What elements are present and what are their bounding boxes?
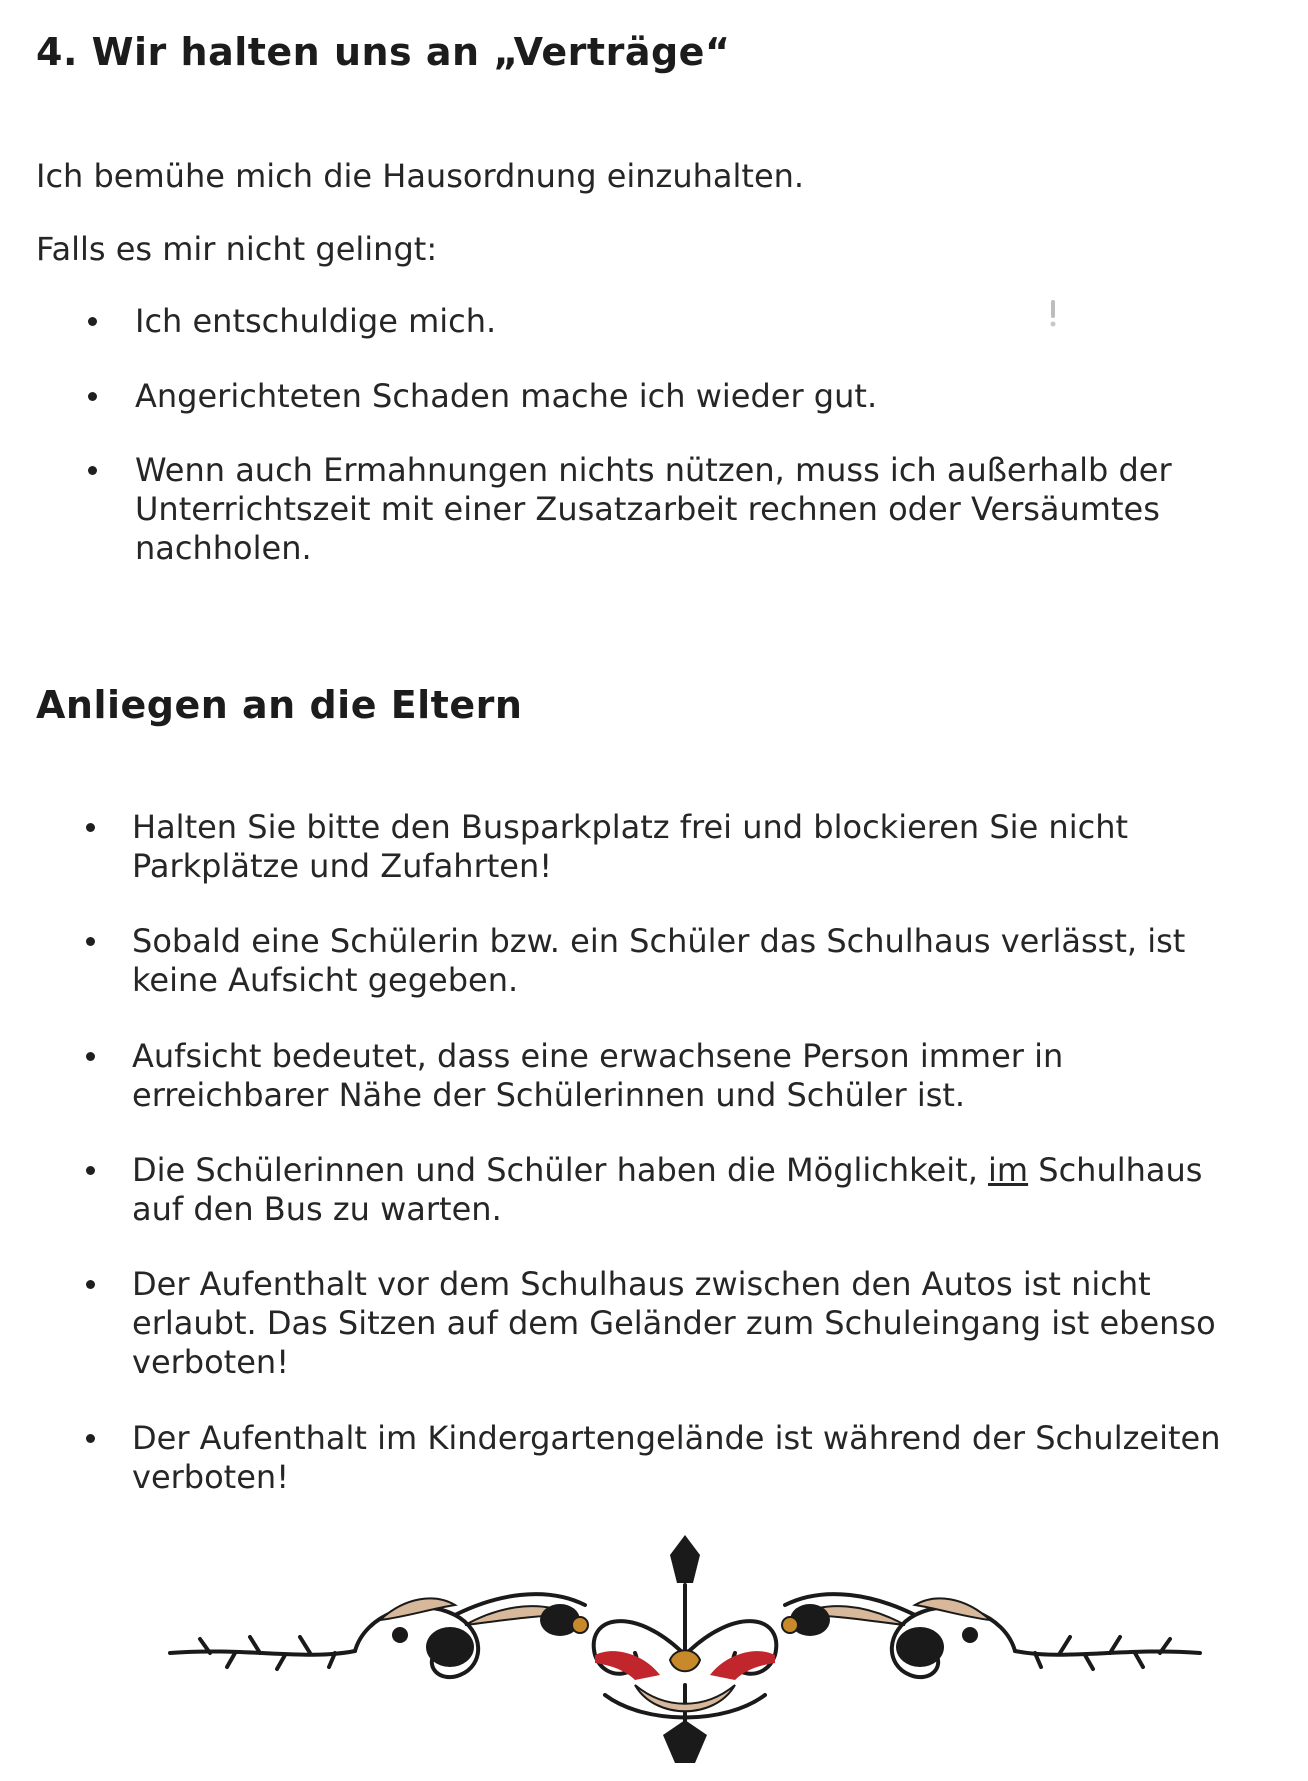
list-item — [132, 922, 1185, 1000]
bullet-icon — [86, 1052, 95, 1061]
list-item — [132, 1419, 1220, 1497]
list-item-text: auf den Bus zu warten. — [132, 1190, 502, 1228]
list-item — [132, 1265, 1216, 1382]
intro-text: Ich bemühe mich die Hausordnung einzuhalten. — [36, 157, 805, 195]
list-item — [132, 808, 1128, 886]
bullet-icon — [88, 466, 97, 475]
list-item-text: keine Aufsicht gegeben. — [132, 961, 519, 999]
list-item-text: Parkplätze und Zufahrten! — [132, 847, 553, 885]
condition-text: Falls es mir nicht gelingt: — [36, 230, 438, 268]
bullet-icon — [86, 937, 95, 946]
list-item-text: Wenn auch Ermahnungen nichts nützen, muss ich außerhalb der — [135, 451, 1172, 489]
bullet-icon — [88, 317, 97, 326]
bullet-icon — [86, 1434, 95, 1443]
bullet-icon — [86, 823, 95, 832]
bullet-icon — [86, 1280, 95, 1289]
list-item-text: erreichbarer Nähe der Schülerinnen und Schüler ist. — [132, 1076, 966, 1114]
list-item-text: Angerichteten Schaden mache ich wieder gut. — [135, 377, 878, 415]
list-item-text: Die Schülerinnen und Schüler haben die Möglichkeit, im Schulhaus — [132, 1151, 1203, 1189]
list-item — [132, 1037, 1063, 1115]
list-item-text: nachholen. — [135, 529, 312, 567]
list-item — [135, 451, 1172, 568]
list-item-text: Sobald eine Schülerin bzw. ein Schüler das Schulhaus verlässt, ist — [132, 922, 1186, 960]
underlined-word: im — [988, 1151, 1029, 1189]
list-item-text: Ich entschuldige mich. — [135, 302, 497, 340]
section-title-contracts: 4. Wir halten uns an „Verträge“ — [36, 30, 731, 74]
list-item-text: Halten Sie bitte den Busparkplatz frei und blockieren Sie nicht — [132, 808, 1129, 846]
list-item — [135, 302, 496, 341]
scan-speck-icon — [1048, 300, 1058, 328]
decorative-scroll-ornament-icon — [165, 1535, 1205, 1765]
list-item — [132, 1151, 1202, 1229]
list-item-text: Unterrichtszeit mit einer Zusatzarbeit rechnen oder Versäumtes — [135, 490, 1160, 528]
list-item-text: Aufsicht bedeutet, dass eine erwachsene Person immer in — [132, 1037, 1064, 1075]
bullet-icon — [88, 392, 97, 401]
list-item-text: Der Aufenthalt vor dem Schulhaus zwischen den Autos ist nicht — [132, 1265, 1151, 1303]
list-item-text: verboten! — [132, 1458, 290, 1496]
list-item — [135, 377, 877, 416]
section-title-parents: Anliegen an die Eltern — [36, 683, 523, 727]
list-item-text: erlaubt. Das Sitzen auf dem Geländer zum Schuleingang ist ebenso — [132, 1304, 1216, 1342]
bullet-icon — [86, 1166, 95, 1175]
list-item-text: Der Aufenthalt im Kindergartengelände ist während der Schulzeiten — [132, 1419, 1221, 1457]
list-item-text: verboten! — [132, 1343, 290, 1381]
